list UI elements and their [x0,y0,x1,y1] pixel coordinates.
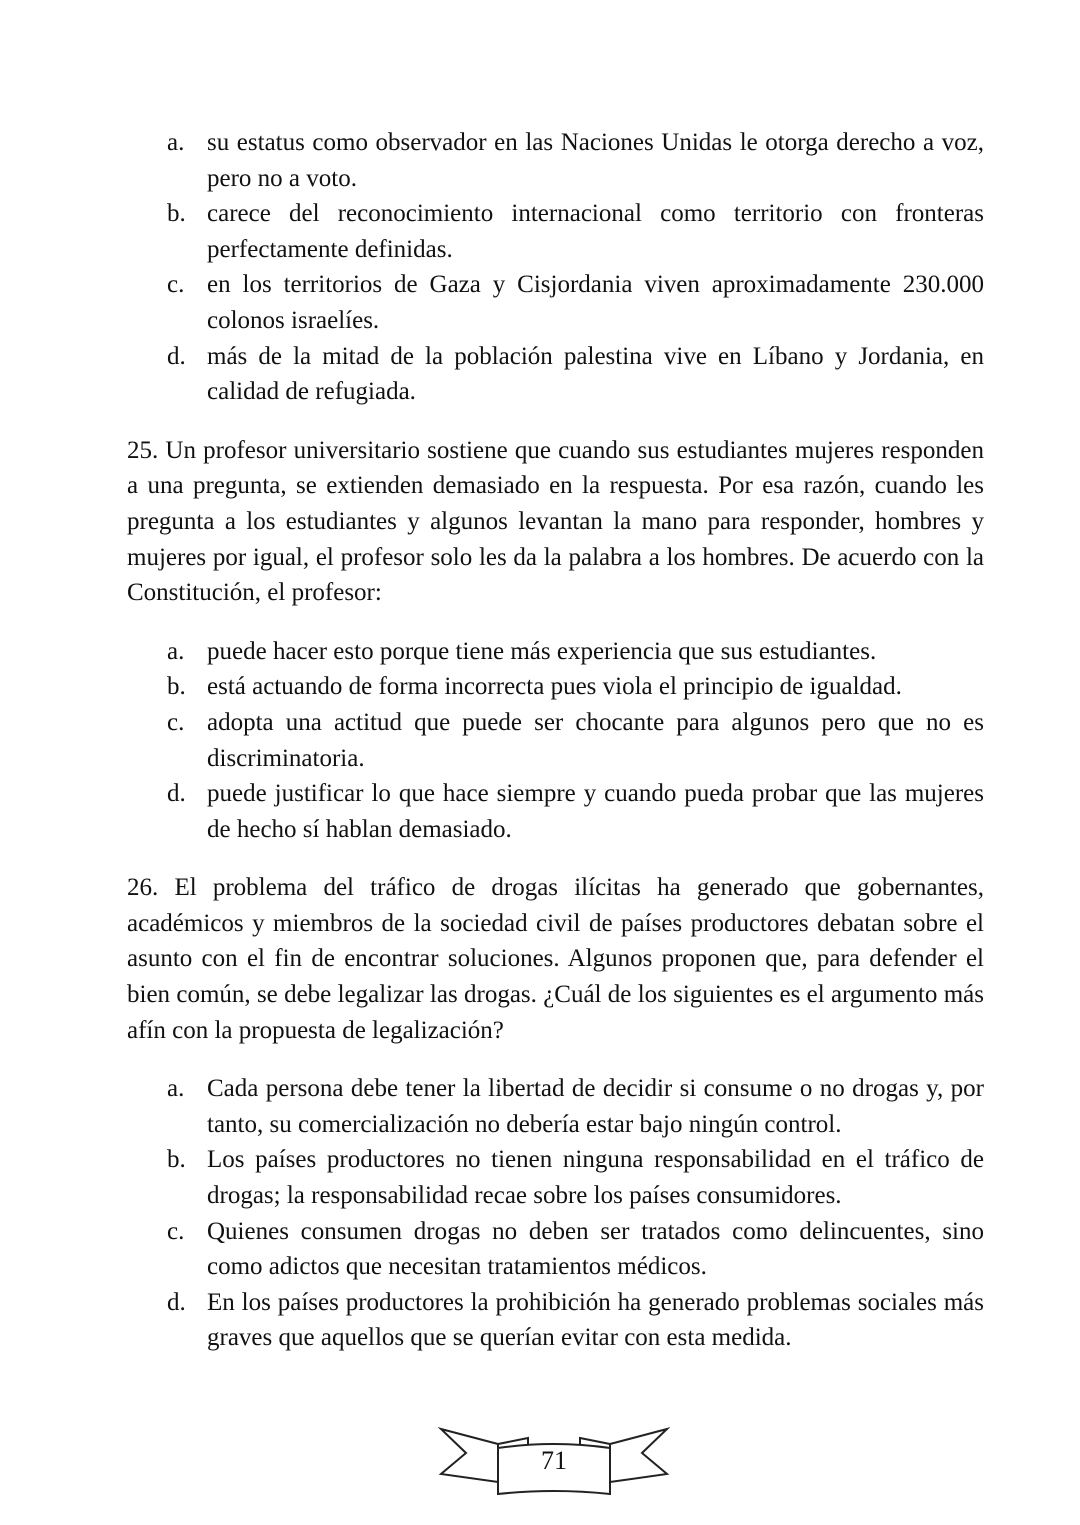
option-text: en los territorios de Gaza y Cisjordania viven aproximadamente 230.000 colonos israelíes. [207,271,984,334]
option-text: está actuando de forma incorrecta pues viola el principio de igualdad. [207,673,902,701]
option-letter: a. [167,637,185,665]
option-letter: d. [167,342,186,370]
q26-options [127,1071,984,1356]
option-text: Los países productores no tienen ninguna responsabilidad en el tráfico de drogas; la responsabilidad recae sobre los países consumidores. [207,1146,984,1210]
q24-option-b [127,196,984,267]
option-text: más de la mitad de la población palestina vive en Líbano y Jordania, en calidad de refugiada. [207,342,984,406]
option-text: puede hacer esto porque tiene más experiencia que sus estudiantes. [207,637,877,665]
option-text: En los países productores la prohibición ha generado problemas sociales más graves que aquellos que se querían evitar con esta medida. [207,1288,984,1352]
q26-option-b [127,1142,984,1213]
q25-option-a [127,634,984,670]
option-text: adopta una actitud que puede ser chocante para algunos pero que no es discriminatoria. [207,708,984,772]
q25-option-b [127,669,984,705]
question-25: 25. Un profesor universitario sostiene que cuando sus estudiantes mujeres responden a una pregunta, se extienden demasiado en la respuesta. Por esa razón, cuando les pregunta a los estudiantes y algunos levantan la mano para responder, hombres y mujeres por igual, el profesor solo les da la palabra a los hombres. De acuerdo con la Constitución, el profesor: [127,436,984,607]
q25-option-d [127,776,984,847]
option-text: Cada persona debe tener la libertad de decidir si consume o no drogas y, por tanto, su comercialización no debería estar bajo ningún control. [207,1075,984,1138]
option-letter: d. [167,1288,186,1316]
option-text: puede justificar lo que hace siempre y cuando pueda probar que las mujeres de hecho sí hablan demasiado. [207,780,984,843]
q26-option-c [127,1214,984,1285]
option-letter: b. [167,200,186,228]
q24-options [127,125,984,410]
page-number-ribbon [438,1426,670,1496]
q25-option-c [127,705,984,776]
option-letter: b. [167,1146,186,1174]
q24-option-a [127,125,984,196]
option-letter: c. [167,1217,185,1245]
option-letter: c. [167,271,185,299]
question-26: 26. El problema del tráfico de drogas ilícitas ha generado que gobernantes, académicos y miembros de la sociedad civil de países productores debatan sobre el asunto con el fin de encontrar soluciones. Algunos proponen que, para defender el bien común, se debe legalizar las drogas. ¿Cuál de los siguientes es el argumento más afín con la propuesta de legalización? [127,874,984,1044]
q26-option-a [127,1071,984,1142]
option-text: Quienes consumen drogas no deben ser tratados como delincuentes, sino como adictos que necesitan tratamientos médicos. [207,1217,984,1281]
q24-option-c [127,267,984,338]
option-letter: b. [167,673,186,701]
page-number: 71 [541,1446,567,1475]
option-letter: a. [167,1075,185,1103]
q26-option-d [127,1285,984,1356]
option-letter: c. [167,708,185,736]
q24-option-d [127,339,984,410]
option-letter: a. [167,129,185,156]
option-text: carece del reconocimiento internacional como territorio con fronteras perfectamente definidas. [207,200,984,263]
option-text: su estatus como observador en las Naciones Unidas le otorga derecho a voz, pero no a voto. [207,129,984,192]
page-content [127,125,984,1379]
option-letter: d. [167,780,186,808]
q25-options [127,634,984,848]
